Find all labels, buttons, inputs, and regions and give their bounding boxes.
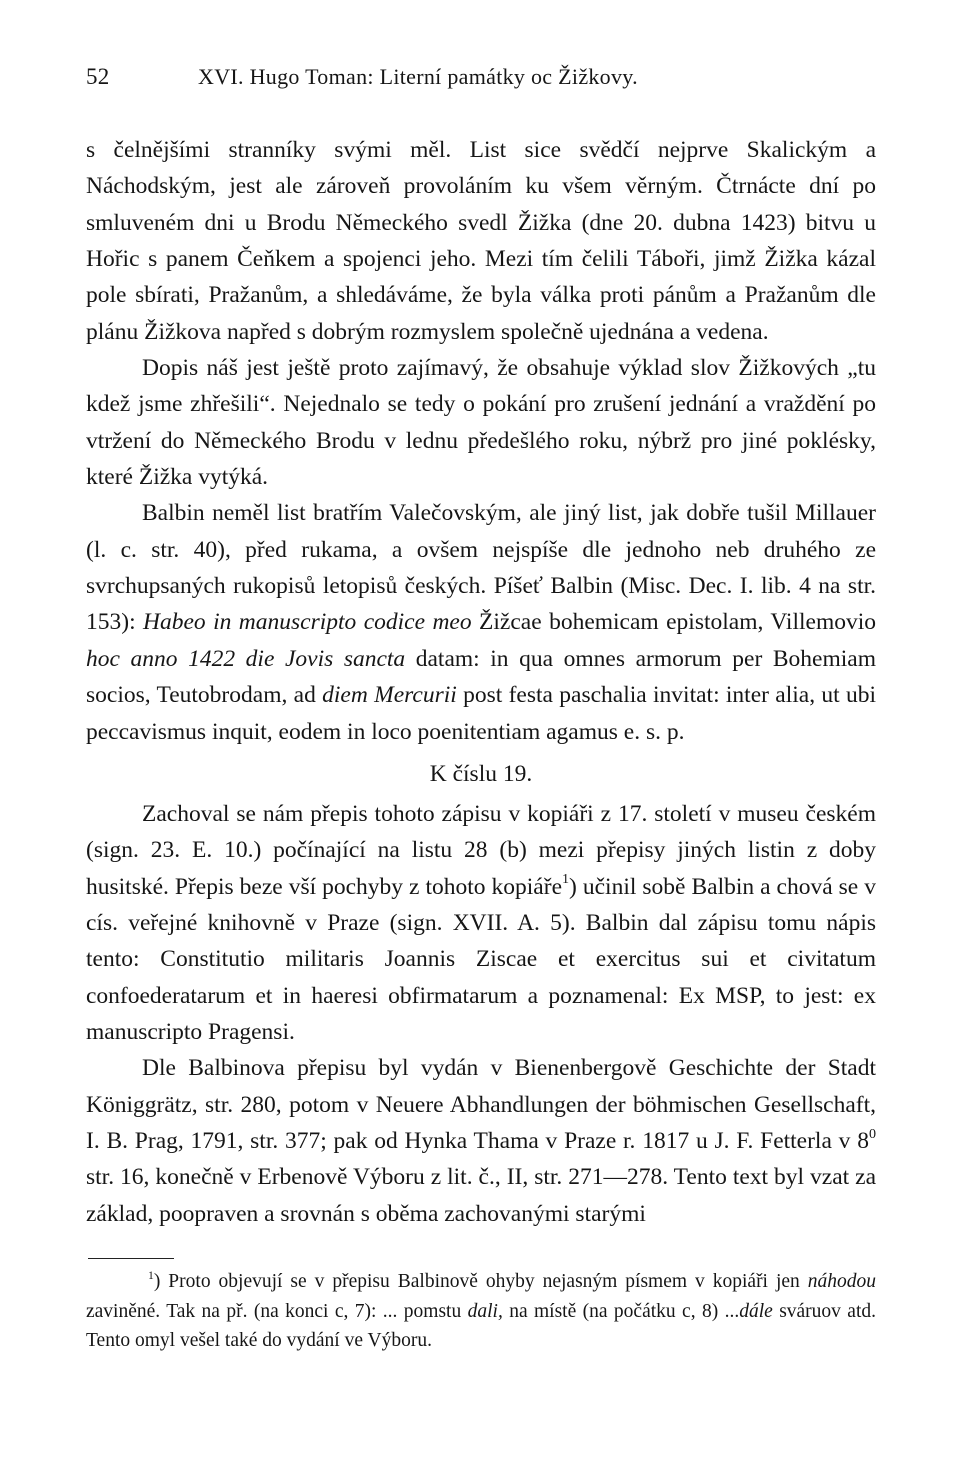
paragraph-5	[86, 1050, 876, 1232]
latin-quote-italic-2: hoc anno 1422 die Jovis sancta	[86, 645, 406, 672]
paragraph-3-text-a: Balbin neměl list bratřím Valečovským, ale jiný list, jak dobře tušil Millauer (l. c. str. 40), před rukama, a ovšem nejspíše dle jednoho neb druhého ze svrchupsaných rukopisů letopisů českých. Píšeť Balbin (Misc. Dec. I. lib. 4 na str. 153):	[86, 500, 876, 636]
footnote-italic-1: náhodou	[807, 1271, 877, 1293]
body-text	[86, 132, 876, 1232]
running-head	[86, 62, 876, 92]
running-title: XVI. Hugo Toman: Literní památky oc Žižkovy.	[198, 64, 638, 89]
footnote-italic-2: dali,	[467, 1300, 503, 1322]
paragraph-4-text-b: ) učinil sobě Balbin a chová se v cís. veřejné knihovně v Praze (sign. XVII. A. 5). Balbin dal zápisu tomu nápis tento: Constitutio militaris Joannis Ziscae et exercitus sui et civitatum confoederatarum et in haeresi obfirmatarum a poznamenal: Ex MSP, to jest: ex manuscripto Pragensi.	[86, 873, 876, 1045]
paragraph-3-text-d: post festa paschalia invitat: inter alia, ut ubi peccavismus inquit, eodem in loco poenitentiam agamus e. s. p.	[86, 682, 877, 745]
footnote-italic-3: dále	[739, 1300, 773, 1322]
paragraph-1: s čelnějšími stranníky svými měl. List sice svědčí nejprve Skalickým a Náchodským, jest ale zároveň provoláním ku všem věrným. Čtrnácte dní po smluveném dni u Brodu Německého svedl Žižka (dne 20. dubna 1423) bitvu u Hořic s panem Čeňkem a spojenci jeho. Mezi tím čelili Táboři, jimž Žižka kázal pole sbírati, Pražanům, a shledáváme, že byla válka proti pánům a Pražanům dle plánu Žižkova napřed s dobrým rozmyslem společně ujednána a vedena.	[86, 137, 876, 345]
latin-quote-italic-3: diem Mercurii	[322, 682, 457, 709]
footnote-text-a: ) Proto objevují se v přepisu Balbinově ohyby nejasným písmem v kopiáři jen	[153, 1271, 800, 1293]
paragraph-2: Dopis náš jest ještě proto zajímavý, že obsahuje výklad slov Žižkových „tu kdež jsme zhřešili“. Nejednalo se tedy o pokání pro zrušení jednání a vraždění po vtržení do Německého Brodu v lednu předešlého roku, nýbrž pro jiné poklésky, které Žižka vytýká.	[86, 355, 876, 491]
section-heading: K číslu 19.	[429, 760, 533, 787]
paragraph-3-text-c: datam: in qua omnes armorum per Bohemiam socios, Teutobrodam, ad	[86, 645, 876, 709]
octavo-degree-mark: 0	[868, 1125, 876, 1142]
footnote-marker: 1	[148, 1268, 154, 1282]
footnote-reference: 1	[562, 871, 570, 888]
paragraph-3	[86, 495, 876, 749]
paragraph-4-text-a: Zachoval se nám přepis tohoto zápisu v kopiáři z 17. století v museu českém (sign. 23. E. 10.) počínající na listu 28 (b) mezi přepisy jiných listin z doby husitské. Přepis beze vší pochyby z tohoto kopiáře	[86, 800, 876, 900]
footnote	[86, 1267, 876, 1356]
paragraph-4	[86, 796, 876, 1050]
paragraph-5-text-b: str. 16, konečně v Erbenově Výboru z lit. č., II, str. 271—278. Tento text byl vzat za základ, poopraven a srovnán s oběma zachovanými starými	[86, 1164, 876, 1227]
footnote-text-c: na místě (na počátku c, 8) ...	[509, 1300, 740, 1322]
page-number: 52	[86, 64, 110, 89]
footnote-text-d: sváruov atd. Tento omyl vešel také do vydání ve Výboru.	[86, 1300, 877, 1352]
footnote-text-b: zaviněné. Tak na př. (na konci c, 7): ... pomstu	[86, 1300, 462, 1322]
paragraph-5-text-a: Dle Balbinova přepisu byl vydán v Bienenbergově Geschichte der Stadt Königgrätz, str. 280, potom v Neuere Abhandlungen der böhmischen Gesellschaft, I. B. Prag, 1791, str. 377; pak od Hynka Thama v Praze r. 1817 u J. F. Fetterla v 8	[86, 1055, 876, 1154]
paragraph-3-text-b: Žižcae bohemicam epistolam, Villemovio	[479, 609, 876, 636]
latin-quote-italic-1: Habeo in manuscripto codice meo	[143, 609, 472, 636]
footnote-divider	[88, 1258, 174, 1260]
